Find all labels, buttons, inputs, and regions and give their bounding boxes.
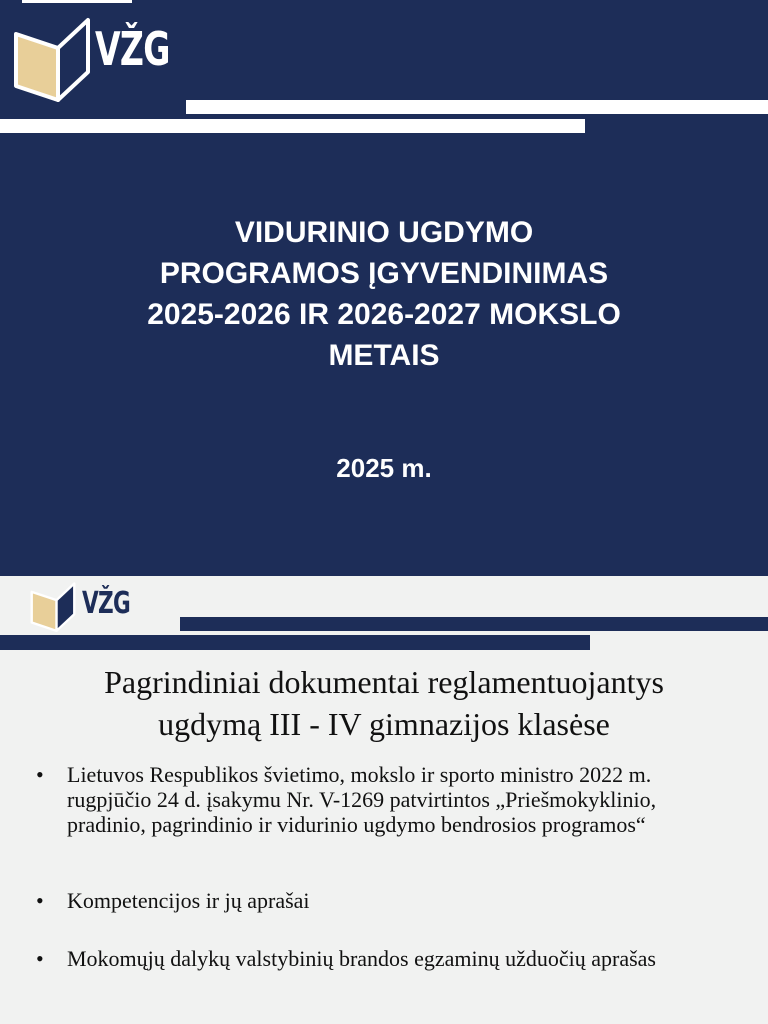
slide-heading: Pagrindiniai dokumentai reglamentuojantys ugdymą III - IV gimnazijos klasėse <box>104 664 664 742</box>
list-item-text: Lietuvos Respublikos švietimo, mokslo ir sporto ministro 2022 m. rugpjūčio 24 d. įsakymu Nr. V-1269 patvirtintos „Priešmokyklinio, pradinio, pagrindinio ir vidurinio ugdymo bendrosios programos“ <box>67 762 657 837</box>
book-logo-icon <box>28 580 78 632</box>
bullet-list <box>36 762 736 971</box>
list-item-text: Mokomųjų dalykų valstybinių brandos egzaminų užduočių aprašas <box>67 946 656 971</box>
list-item-text: Kompetencijos ir jų aprašai <box>67 888 310 913</box>
bullet-icon: • <box>36 946 44 971</box>
decorative-bar <box>186 100 768 114</box>
book-logo-icon <box>12 14 92 102</box>
list-item <box>36 946 656 971</box>
slide-title: VIDURINIO UGDYMO PROGRAMOS ĮGYVENDINIMAS 2025-2026 IR 2026-2027 MOKSLO METAIS <box>147 216 621 372</box>
content-slide <box>0 576 768 1024</box>
list-item <box>36 762 736 837</box>
slide-year: 2025 m. <box>336 453 432 483</box>
decorative-bar <box>0 635 590 650</box>
logo-wordmark: VŽG <box>95 22 170 76</box>
top-accent-line <box>22 0 132 3</box>
bullet-icon: • <box>36 762 44 787</box>
decorative-bar <box>0 119 585 133</box>
bullet-icon: • <box>36 888 44 913</box>
logo-wordmark: VŽG <box>82 586 130 621</box>
decorative-bar <box>180 617 768 631</box>
list-item <box>36 888 310 913</box>
